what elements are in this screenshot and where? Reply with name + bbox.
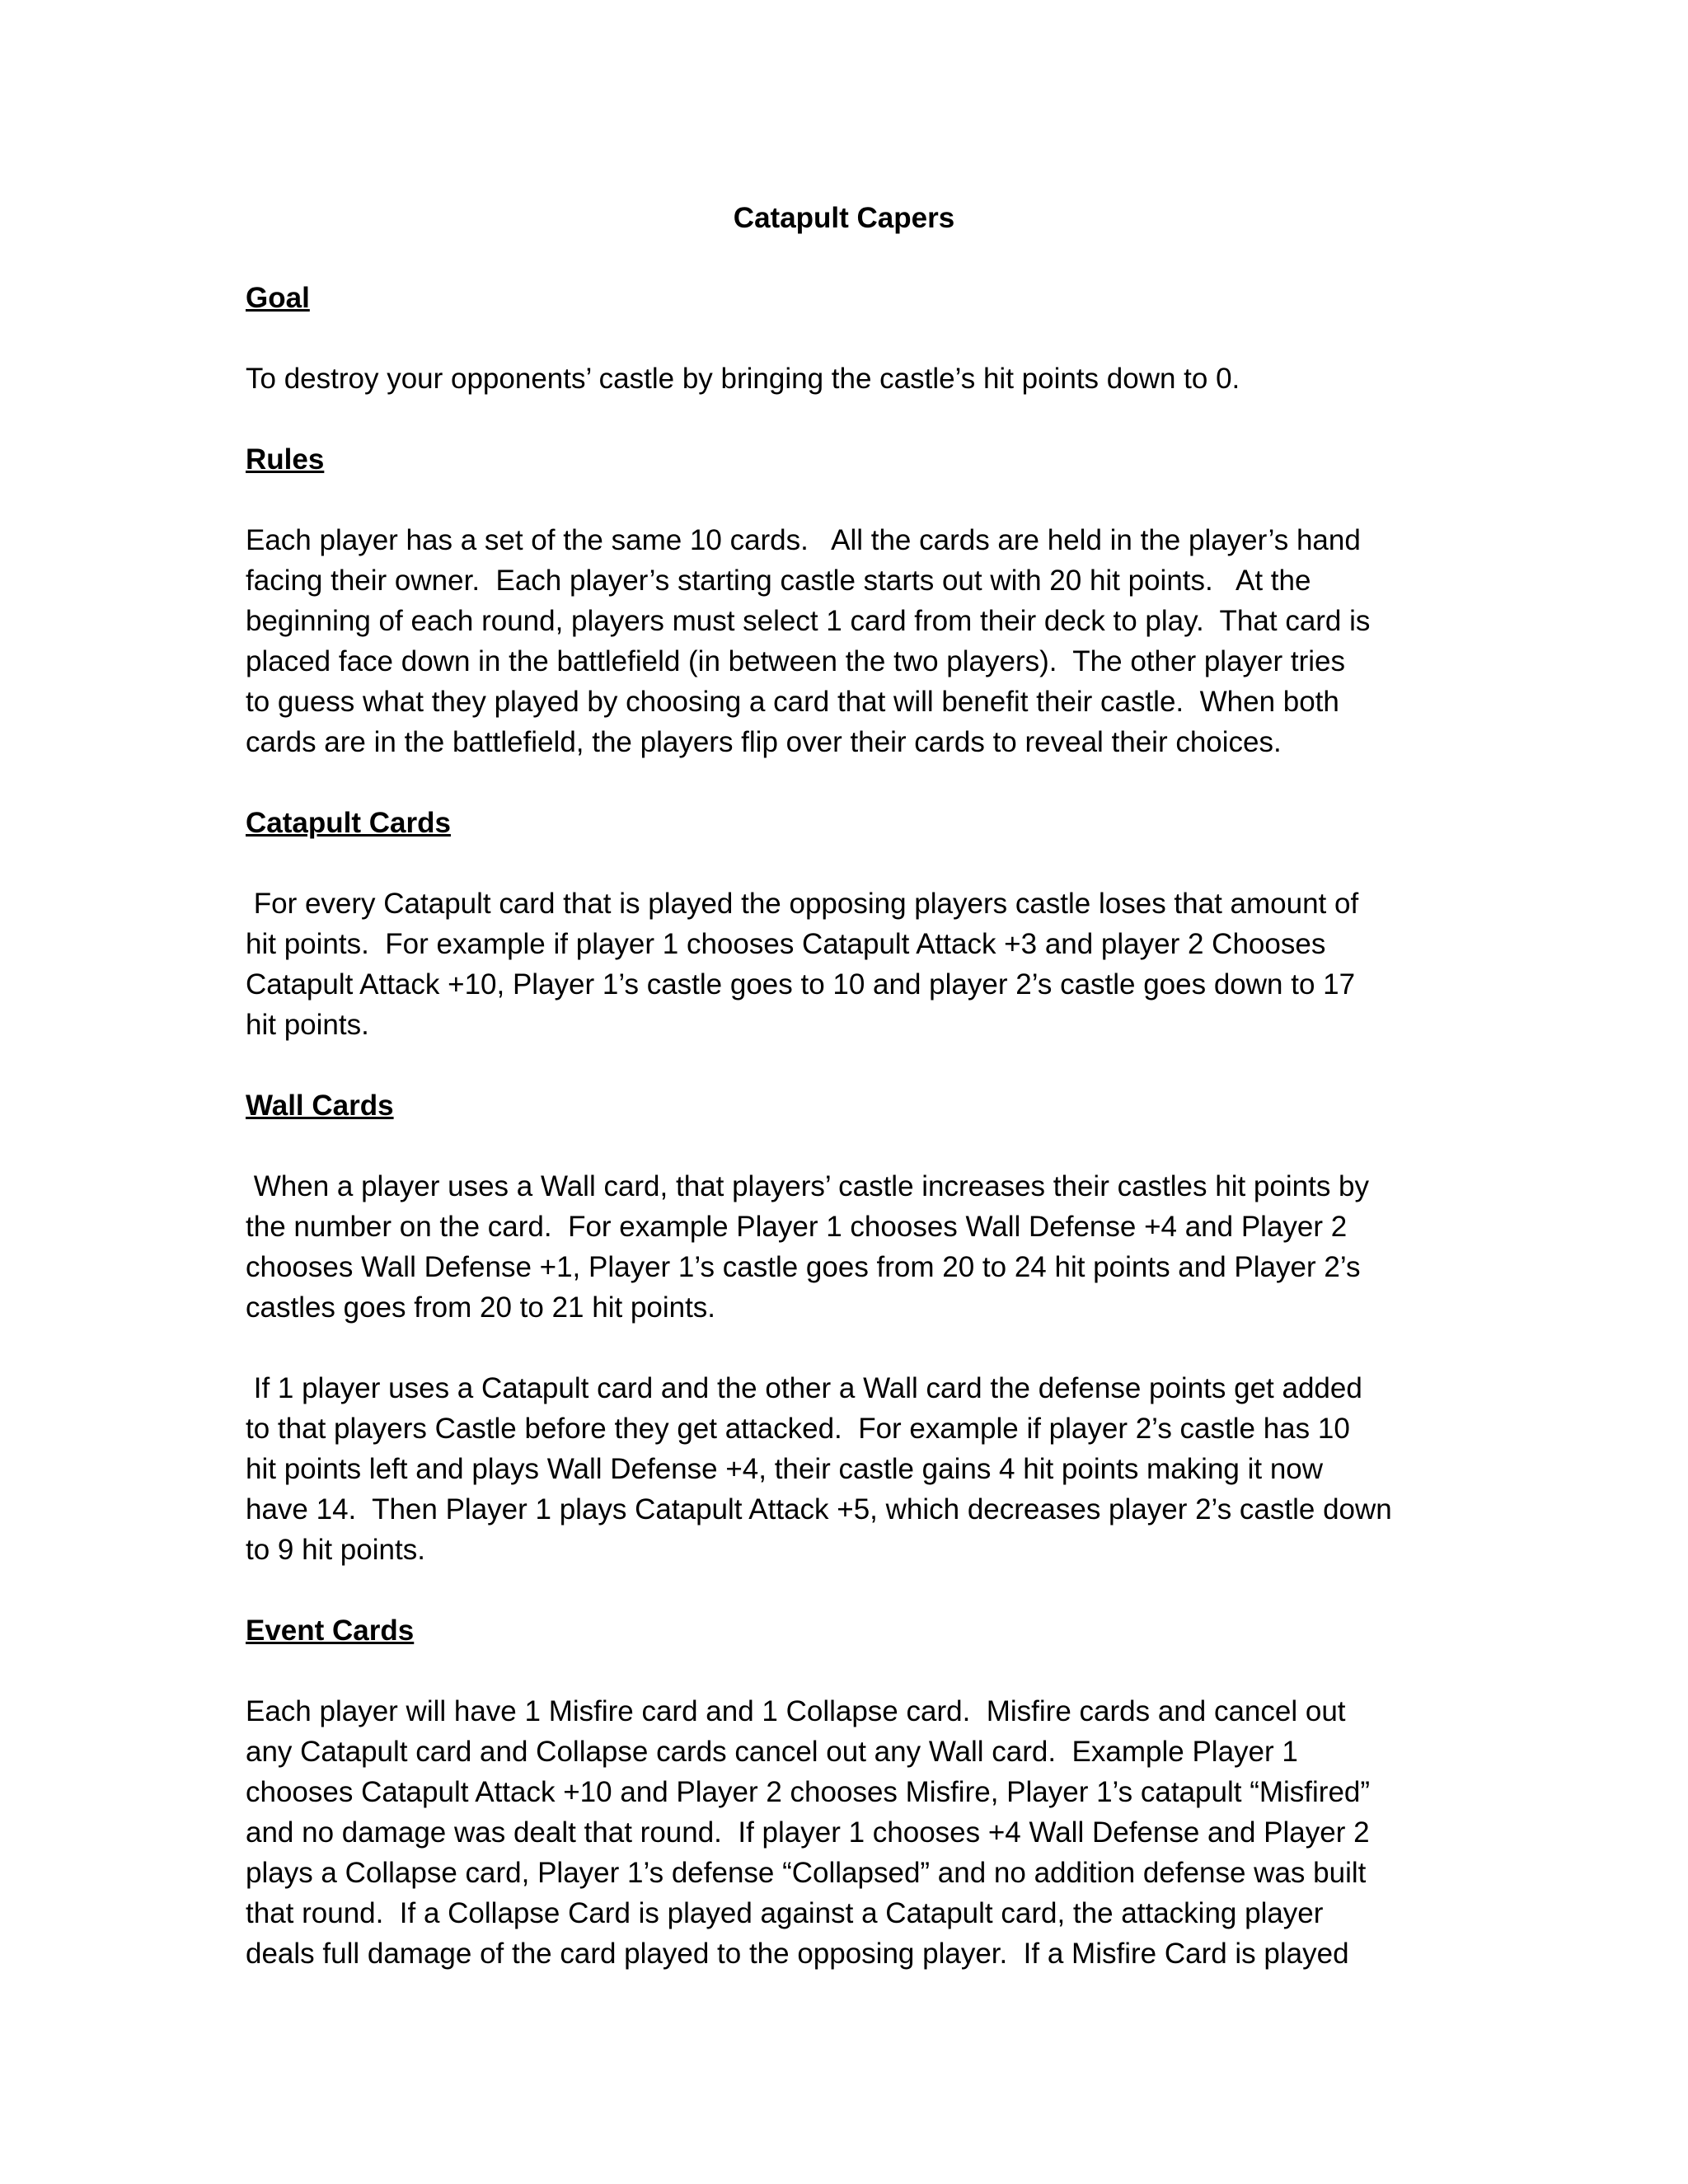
text-line: For every Catapult card that is played the opposing players castle loses that amount of: [246, 888, 1359, 920]
text-line: chooses Wall Defense +1, Player 1’s castle goes from 20 to 24 hit points and Player 2’s: [246, 1251, 1361, 1283]
text-line: any Catapult card and Collapse cards cancel out any Wall card. Example Player 1: [246, 1736, 1298, 1768]
text-line: Catapult Attack +10, Player 1’s castle goes to 10 and player 2’s castle goes down to 17: [246, 968, 1356, 1001]
text-line: and no damage was dealt that round. If player 1 chooses +4 Wall Defense and Player 2: [246, 1816, 1370, 1849]
section-heading-goal: Goal: [246, 282, 310, 314]
text-line: If 1 player uses a Catapult card and the other a Wall card the defense points get added: [246, 1372, 1362, 1404]
text-line: to that players Castle before they get attacked. For example if player 2’s castle has 10: [246, 1413, 1350, 1445]
text-line: Each player has a set of the same 10 cards. All the cards are held in the player’s hand: [246, 524, 1361, 556]
section-heading-wall-cards: Wall Cards: [246, 1090, 394, 1122]
section-heading-rules: Rules: [246, 443, 325, 476]
text-line: to guess what they played by choosing a card that will benefit their castle. When both: [246, 686, 1339, 718]
catapult-cards-paragraph: [246, 883, 1442, 1045]
wall-cards-paragraph: [246, 1166, 1442, 1328]
rules-paragraph: [246, 520, 1442, 762]
text-line: the number on the card. For example Player 1 chooses Wall Defense +4 and Player 2: [246, 1211, 1348, 1243]
text-line: To destroy your opponents’ castle by bringing the castle’s hit points down to 0.: [246, 363, 1240, 395]
text-line: that round. If a Collapse Card is played against a Catapult card, the attacking player: [246, 1897, 1324, 1929]
text-line: When a player uses a Wall card, that players’ castle increases their castles hit points by: [246, 1170, 1370, 1202]
text-line: hit points.: [246, 1009, 369, 1041]
section-rules: [246, 439, 1442, 762]
text-line: deals full damage of the card played to the opposing player. If a Misfire Card is played: [246, 1938, 1349, 1970]
text-line: cards are in the battlefield, the players flip over their cards to reveal their choices.: [246, 726, 1282, 758]
document-page: [246, 198, 1442, 2014]
text-line: castles goes from 20 to 21 hit points.: [246, 1291, 716, 1324]
text-line: placed face down in the battlefield (in between the two players). The other player tries: [246, 645, 1345, 677]
goal-paragraph: [246, 359, 1442, 399]
text-line: hit points. For example if player 1 chooses Catapult Attack +3 and player 2 Chooses: [246, 928, 1326, 960]
section-heading-catapult-cards: Catapult Cards: [246, 807, 451, 839]
section-catapult-cards: [246, 803, 1442, 1045]
text-line: have 14. Then Player 1 plays Catapult Attack +5, which decreases player 2’s castle down: [246, 1493, 1392, 1526]
text-line: hit points left and plays Wall Defense +4, their castle gains 4 hit points making it now: [246, 1453, 1324, 1485]
document-title: Catapult Capers: [733, 202, 955, 234]
section-heading-event-cards: Event Cards: [246, 1615, 415, 1647]
text-line: chooses Catapult Attack +10 and Player 2 chooses Misfire, Player 1’s catapult “Misfired”: [246, 1776, 1371, 1808]
section-wall-cards: [246, 1085, 1442, 1570]
text-line: beginning of each round, players must select 1 card from their deck to play. That card is: [246, 605, 1371, 637]
text-line: to 9 hit points.: [246, 1534, 425, 1566]
wall-cards-paragraph: [246, 1368, 1442, 1570]
section-event-cards: [246, 1610, 1442, 1974]
event-cards-paragraph: [246, 1691, 1442, 1974]
section-goal: [246, 278, 1442, 399]
text-line: plays a Collapse card, Player 1’s defense “Collapsed” and no addition defense was built: [246, 1857, 1367, 1889]
text-line: Each player will have 1 Misfire card and 1 Collapse card. Misfire cards and cancel out: [246, 1695, 1346, 1727]
text-line: facing their owner. Each player’s starting castle starts out with 20 hit points. At the: [246, 565, 1311, 597]
